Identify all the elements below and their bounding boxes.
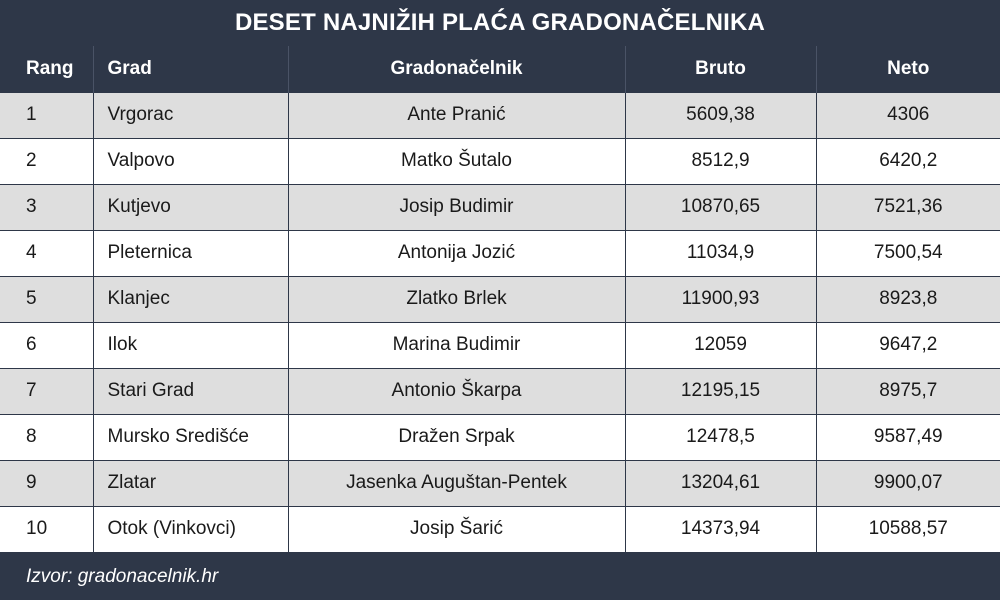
cell-rank: 5	[0, 276, 93, 322]
cell-neto: 9587,49	[816, 414, 1000, 460]
cell-rank: 2	[0, 138, 93, 184]
cell-rank: 3	[0, 184, 93, 230]
cell-rank: 7	[0, 368, 93, 414]
cell-mayor: Josip Šarić	[288, 506, 625, 552]
cell-neto: 4306	[816, 92, 1000, 138]
cell-mayor: Antonio Škarpa	[288, 368, 625, 414]
table-row	[0, 92, 1000, 138]
cell-city: Zlatar	[93, 460, 288, 506]
cell-bruto: 11900,93	[625, 276, 816, 322]
header-neto: Neto	[816, 46, 1000, 92]
cell-mayor: Josip Budimir	[288, 184, 625, 230]
source-footer: Izvor: gradonacelnik.hr	[26, 566, 219, 587]
cell-bruto: 12478,5	[625, 414, 816, 460]
table-row	[0, 506, 1000, 552]
cell-neto: 6420,2	[816, 138, 1000, 184]
cell-bruto: 14373,94	[625, 506, 816, 552]
table-row	[0, 368, 1000, 414]
cell-neto: 7521,36	[816, 184, 1000, 230]
cell-neto: 10588,57	[816, 506, 1000, 552]
cell-mayor: Matko Šutalo	[288, 138, 625, 184]
cell-rank: 8	[0, 414, 93, 460]
cell-city: Vrgorac	[93, 92, 288, 138]
cell-mayor: Dražen Srpak	[288, 414, 625, 460]
cell-city: Valpovo	[93, 138, 288, 184]
cell-rank: 10	[0, 506, 93, 552]
cell-neto: 8923,8	[816, 276, 1000, 322]
header-mayor: Gradonačelnik	[288, 46, 625, 92]
cell-neto: 9900,07	[816, 460, 1000, 506]
salary-table	[0, 46, 1000, 552]
cell-city: Stari Grad	[93, 368, 288, 414]
table-row	[0, 460, 1000, 506]
cell-mayor: Zlatko Brlek	[288, 276, 625, 322]
cell-mayor: Antonija Jozić	[288, 230, 625, 276]
cell-bruto: 13204,61	[625, 460, 816, 506]
table-header-row	[0, 46, 1000, 92]
table-row	[0, 138, 1000, 184]
header-rank: Rang	[26, 57, 74, 79]
cell-bruto: 10870,65	[625, 184, 816, 230]
cell-bruto: 12059	[625, 322, 816, 368]
cell-city: Pleternica	[93, 230, 288, 276]
table-row	[0, 322, 1000, 368]
cell-bruto: 11034,9	[625, 230, 816, 276]
table-row	[0, 414, 1000, 460]
header-city: Grad	[93, 46, 288, 92]
cell-mayor: Jasenka Auguštan-Pentek	[288, 460, 625, 506]
table-row	[0, 276, 1000, 322]
cell-neto: 9647,2	[816, 322, 1000, 368]
cell-mayor: Marina Budimir	[288, 322, 625, 368]
table-row	[0, 184, 1000, 230]
cell-city: Kutjevo	[93, 184, 288, 230]
cell-rank: 9	[0, 460, 93, 506]
table-row	[0, 230, 1000, 276]
cell-city: Mursko Središće	[93, 414, 288, 460]
cell-rank: 1	[0, 92, 93, 138]
cell-city: Klanjec	[93, 276, 288, 322]
cell-city: Ilok	[93, 322, 288, 368]
cell-rank: 4	[0, 230, 93, 276]
cell-bruto: 5609,38	[625, 92, 816, 138]
header-bruto: Bruto	[625, 46, 816, 92]
cell-bruto: 12195,15	[625, 368, 816, 414]
cell-neto: 7500,54	[816, 230, 1000, 276]
cell-rank: 6	[0, 322, 93, 368]
cell-bruto: 8512,9	[625, 138, 816, 184]
cell-city: Otok (Vinkovci)	[93, 506, 288, 552]
page-title: DESET NAJNIŽIH PLAĆA GRADONAČELNIKA	[234, 9, 766, 36]
cell-mayor: Ante Pranić	[288, 92, 625, 138]
cell-neto: 8975,7	[816, 368, 1000, 414]
